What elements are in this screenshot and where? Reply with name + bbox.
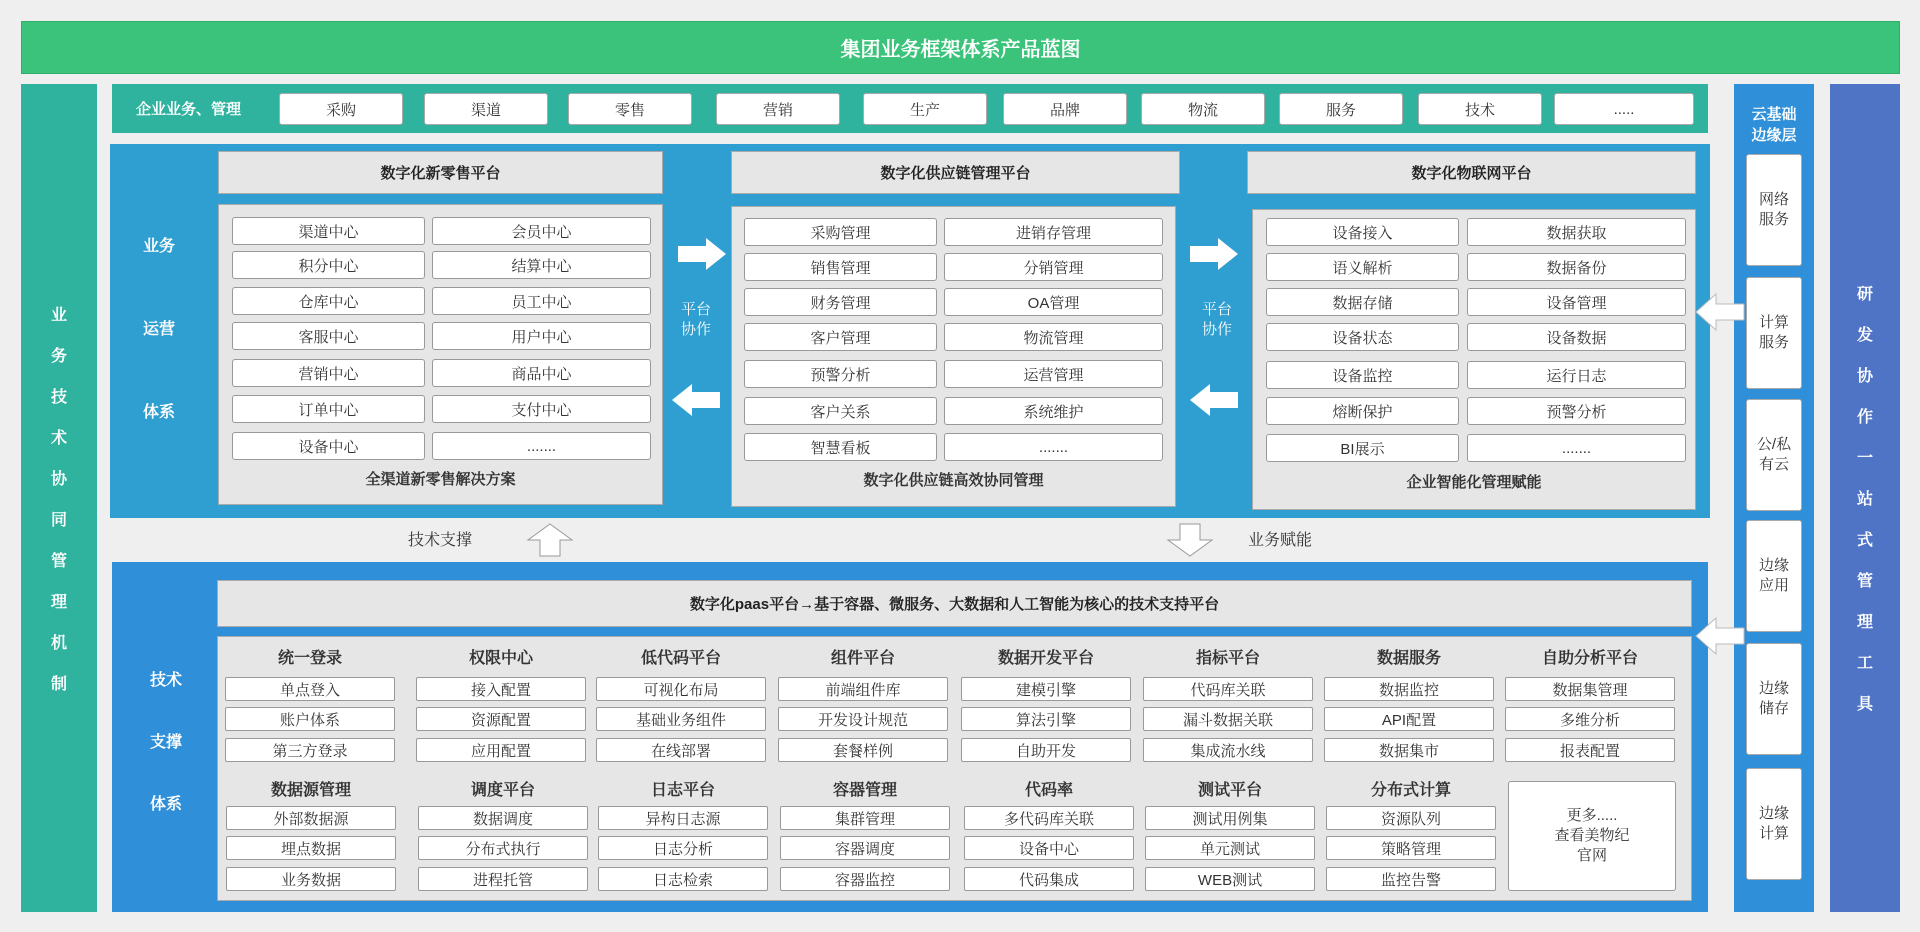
- cloud-item-line: 计算: [1758, 825, 1789, 842]
- platform-coop-line: 协作: [1201, 321, 1232, 338]
- supply-cell: OA管理: [944, 288, 1163, 316]
- supply-caption: 数字化供应链高效协同管理: [863, 471, 1044, 489]
- tech-cell: WEB测试: [1145, 867, 1315, 891]
- supply-cell: 财务管理: [744, 288, 937, 316]
- cloud-edge-title: [1734, 104, 1814, 146]
- enterprise-item: 零售: [568, 93, 692, 125]
- tech-cell: 数据集市: [1324, 738, 1494, 762]
- retail-cell: 营销中心: [232, 359, 425, 387]
- iot-cell: 运行日志: [1467, 361, 1686, 389]
- tech-cell: 可视化布局: [596, 677, 766, 701]
- enterprise-item: 品牌: [1003, 93, 1127, 125]
- supply-cell: 智慧看板: [744, 433, 937, 461]
- tech-column-head: 分布式计算: [1370, 782, 1451, 799]
- tech-column-head: 容器管理: [832, 782, 897, 799]
- cloud-item-line: 网络: [1758, 191, 1789, 208]
- retail-cell: 订单中心: [232, 395, 425, 423]
- tech-cell: 外部数据源: [226, 806, 396, 830]
- enterprise-item: 技术: [1418, 93, 1542, 125]
- cloud-item-line: 服务: [1758, 211, 1789, 228]
- tech-cell: 分布式执行: [418, 836, 588, 860]
- vertical-char: 机: [50, 635, 67, 652]
- tech-cell: 进程托管: [418, 867, 588, 891]
- supply-platform-panel: [731, 206, 1176, 507]
- vertical-char: 一: [1856, 450, 1873, 467]
- side-label: 技术: [150, 672, 183, 689]
- retail-cell: 仓库中心: [232, 287, 425, 315]
- cloud-item-line: 储存: [1758, 700, 1789, 717]
- side-label: 业务: [143, 238, 176, 255]
- retail-cell: 积分中心: [232, 251, 425, 279]
- tech-cell: 前端组件库: [778, 677, 948, 701]
- arrow-left-icon: [1188, 382, 1240, 418]
- tech-cell: 容器调度: [780, 836, 950, 860]
- business-enable-label: 业务赋能: [1248, 532, 1313, 549]
- enterprise-item: 采购: [279, 93, 403, 125]
- tech-cell: 开发设计规范: [778, 707, 948, 731]
- tech-column-head: 指标平台: [1195, 650, 1260, 667]
- retail-cell: .......: [432, 432, 651, 460]
- tech-cell: 接入配置: [416, 677, 586, 701]
- arrow-right-icon: [1188, 236, 1240, 272]
- iot-cell: 设备监控: [1266, 361, 1459, 389]
- vertical-char: 协: [1856, 368, 1873, 385]
- cloud-title-line: 云基础: [1751, 106, 1797, 123]
- supply-cell: 采购管理: [744, 218, 937, 246]
- tech-cell: 在线部署: [596, 738, 766, 762]
- enterprise-item: 营销: [716, 93, 840, 125]
- tech-cell: 埋点数据: [226, 836, 396, 860]
- more-info-box: [1508, 781, 1676, 891]
- iot-platform-title: 数字化物联网平台: [1247, 151, 1696, 194]
- enterprise-item: 生产: [863, 93, 987, 125]
- cloud-item-line: 边缘: [1758, 805, 1789, 822]
- vertical-char: 业: [50, 307, 67, 324]
- arrow-left-icon: [1694, 616, 1746, 656]
- vertical-char: 协: [50, 471, 67, 488]
- tech-cell: 集群管理: [780, 806, 950, 830]
- page-title: 集团业务框架体系产品蓝图: [21, 21, 1900, 74]
- supply-cell: 客户关系: [744, 397, 937, 425]
- supply-cell: 系统维护: [944, 397, 1163, 425]
- platform-coop-label: [1197, 300, 1237, 340]
- supply-cell: .......: [944, 433, 1163, 461]
- iot-cell: 预警分析: [1467, 397, 1686, 425]
- side-label: 运营: [143, 321, 176, 338]
- enterprise-item: .....: [1554, 93, 1694, 125]
- tech-cell: 漏斗数据关联: [1143, 707, 1313, 731]
- supply-cell: 物流管理: [944, 323, 1163, 351]
- tech-cell: 第三方登录: [225, 738, 395, 762]
- supply-platform-title: 数字化供应链管理平台: [731, 151, 1180, 194]
- side-label: 支撑: [150, 734, 183, 751]
- vertical-char: 同: [50, 512, 67, 529]
- tech-column-head: 代码率: [1024, 782, 1073, 799]
- tech-cell: 监控告警: [1326, 867, 1496, 891]
- vertical-char: 工: [1856, 655, 1873, 672]
- tech-cell: 套餐样例: [778, 738, 948, 762]
- tech-cell: 自助开发: [961, 738, 1131, 762]
- tech-cell: 单元测试: [1145, 836, 1315, 860]
- retail-cell: 会员中心: [432, 217, 651, 245]
- tech-cell: 集成流水线: [1143, 738, 1313, 762]
- vertical-char: 具: [1856, 696, 1873, 713]
- enterprise-item: 物流: [1141, 93, 1265, 125]
- paas-platform-title: 数字化paas平台→基于容器、微服务、大数据和人工智能为核心的技术支持平台: [217, 580, 1692, 627]
- tech-cell: 数据调度: [418, 806, 588, 830]
- business-tech-coordination-column: [21, 84, 97, 912]
- tech-cell: 算法引擎: [961, 707, 1131, 731]
- tech-column-head: 数据服务: [1376, 650, 1441, 667]
- retail-cell: 结算中心: [432, 251, 651, 279]
- iot-cell: 熔断保护: [1266, 397, 1459, 425]
- retail-cell: 商品中心: [432, 359, 651, 387]
- supply-cell: 预警分析: [744, 360, 937, 388]
- cloud-title-line: 边缘层: [1751, 127, 1797, 144]
- tech-cell: 容器监控: [780, 867, 950, 891]
- vertical-char: 理: [50, 594, 67, 611]
- more-line: 更多.....: [1566, 807, 1618, 824]
- iot-cell: .......: [1467, 434, 1686, 462]
- cloud-item-edge-application: [1746, 520, 1802, 632]
- iot-cell: 设备状态: [1266, 323, 1459, 351]
- tech-cell: 代码集成: [964, 867, 1134, 891]
- tech-column-head: 权限中心: [468, 650, 533, 667]
- iot-cell: 语义解析: [1266, 253, 1459, 281]
- tech-cell: 资源队列: [1326, 806, 1496, 830]
- arrow-right-icon: [676, 236, 728, 272]
- cloud-item-line: 服务: [1758, 334, 1789, 351]
- vertical-char: 式: [1856, 532, 1873, 549]
- vertical-char: 术: [50, 430, 67, 447]
- vertical-char: 管: [50, 553, 67, 570]
- cloud-item-network-service: [1746, 154, 1802, 266]
- tech-cell: 测试用例集: [1145, 806, 1315, 830]
- tech-cell: 单点登入: [225, 677, 395, 701]
- vertical-char: 发: [1856, 327, 1873, 344]
- retail-cell: 设备中心: [232, 432, 425, 460]
- retail-cell: 支付中心: [432, 395, 651, 423]
- side-label: 体系: [150, 796, 183, 813]
- cloud-item-line: 应用: [1758, 577, 1789, 594]
- vertical-char: 技: [50, 389, 67, 406]
- arrow-left-icon: [1694, 292, 1746, 332]
- tech-cell: 数据监控: [1324, 677, 1494, 701]
- more-line: 官网: [1576, 847, 1607, 864]
- tech-column-head: 组件平台: [830, 650, 895, 667]
- cloud-item-public-private-cloud: [1746, 399, 1802, 511]
- arrow-down-icon: [1166, 522, 1214, 558]
- tech-column-head: 低代码平台: [640, 650, 721, 667]
- platform-coop-line: 协作: [680, 321, 711, 338]
- platform-coop-line: 平台: [1201, 301, 1232, 318]
- tech-cell: 多代码库关联: [964, 806, 1134, 830]
- tech-cell: 报表配置: [1505, 738, 1675, 762]
- supply-cell: 进销存管理: [944, 218, 1163, 246]
- arrow-left-icon: [670, 382, 722, 418]
- tech-cell: 日志检索: [598, 867, 768, 891]
- vertical-char: 理: [1856, 614, 1873, 631]
- tech-column-head: 统一登录: [277, 650, 342, 667]
- tech-column-head: 测试平台: [1197, 782, 1262, 799]
- cloud-item-line: 计算: [1758, 314, 1789, 331]
- tech-cell: 应用配置: [416, 738, 586, 762]
- cloud-item-line: 有云: [1758, 456, 1789, 473]
- tech-cell: 资源配置: [416, 707, 586, 731]
- iot-cell: 设备接入: [1266, 218, 1459, 246]
- platform-coop-label: [676, 300, 716, 340]
- dev-collaboration-tool-column: [1830, 84, 1900, 912]
- vertical-char: 作: [1856, 409, 1873, 426]
- tech-column-head: 数据开发平台: [997, 650, 1094, 667]
- cloud-item-edge-compute: [1746, 768, 1802, 880]
- side-label: 体系: [143, 404, 176, 421]
- tech-cell: API配置: [1324, 707, 1494, 731]
- vertical-char: 制: [50, 676, 67, 693]
- cloud-item-line: 边缘: [1758, 680, 1789, 697]
- retail-cell: 用户中心: [432, 322, 651, 350]
- arrow-up-icon: [526, 522, 574, 558]
- cloud-item-line: 边缘: [1758, 557, 1789, 574]
- tech-column-head: 日志平台: [650, 782, 715, 799]
- tech-cell: 日志分析: [598, 836, 768, 860]
- tech-cell: 代码库关联: [1143, 677, 1313, 701]
- vertical-char: 管: [1856, 573, 1873, 590]
- vertical-char: 务: [50, 348, 67, 365]
- retail-cell: 员工中心: [432, 287, 651, 315]
- vertical-char: 研: [1856, 286, 1873, 303]
- iot-caption: 企业智能化管理赋能: [1406, 473, 1542, 491]
- supply-cell: 销售管理: [744, 253, 937, 281]
- tech-modules-panel: [217, 636, 1692, 901]
- iot-cell: 设备数据: [1467, 323, 1686, 351]
- tech-cell: 账户体系: [225, 707, 395, 731]
- enterprise-item: 服务: [1279, 93, 1403, 125]
- more-line: 查看美物纪: [1554, 827, 1630, 844]
- platform-coop-line: 平台: [680, 301, 711, 318]
- tech-cell: 设备中心: [964, 836, 1134, 860]
- iot-cell: 数据备份: [1467, 253, 1686, 281]
- tech-column-head: 数据源管理: [270, 782, 351, 799]
- tech-cell: 数据集管理: [1505, 677, 1675, 701]
- iot-cell: 设备管理: [1467, 288, 1686, 316]
- tech-column-head: 调度平台: [470, 782, 535, 799]
- cloud-item-edge-storage: [1746, 643, 1802, 755]
- retail-cell: 渠道中心: [232, 217, 425, 245]
- enterprise-item: 渠道: [424, 93, 548, 125]
- tech-cell: 策略管理: [1326, 836, 1496, 860]
- tech-cell: 异构日志源: [598, 806, 768, 830]
- supply-cell: 客户管理: [744, 323, 937, 351]
- cloud-item-compute-service: [1746, 277, 1802, 389]
- iot-cell: BI展示: [1266, 434, 1459, 462]
- tech-cell: 业务数据: [226, 867, 396, 891]
- supply-cell: 分销管理: [944, 253, 1163, 281]
- tech-support-label: 技术支撑: [408, 532, 473, 549]
- iot-cell: 数据存储: [1266, 288, 1459, 316]
- enterprise-label: 企业业务、管理: [136, 101, 242, 118]
- tech-cell: 建模引擎: [961, 677, 1131, 701]
- supply-cell: 运营管理: [944, 360, 1163, 388]
- retail-caption: 全渠道新零售解决方案: [365, 470, 516, 488]
- tech-cell: 多维分析: [1505, 707, 1675, 731]
- retail-platform-title: 数字化新零售平台: [218, 151, 663, 194]
- tech-column-head: 自助分析平台: [1541, 650, 1638, 667]
- vertical-char: 站: [1856, 491, 1873, 508]
- iot-cell: 数据获取: [1467, 218, 1686, 246]
- cloud-item-line: 公/私: [1756, 436, 1792, 453]
- tech-cell: 基础业务组件: [596, 707, 766, 731]
- retail-cell: 客服中心: [232, 322, 425, 350]
